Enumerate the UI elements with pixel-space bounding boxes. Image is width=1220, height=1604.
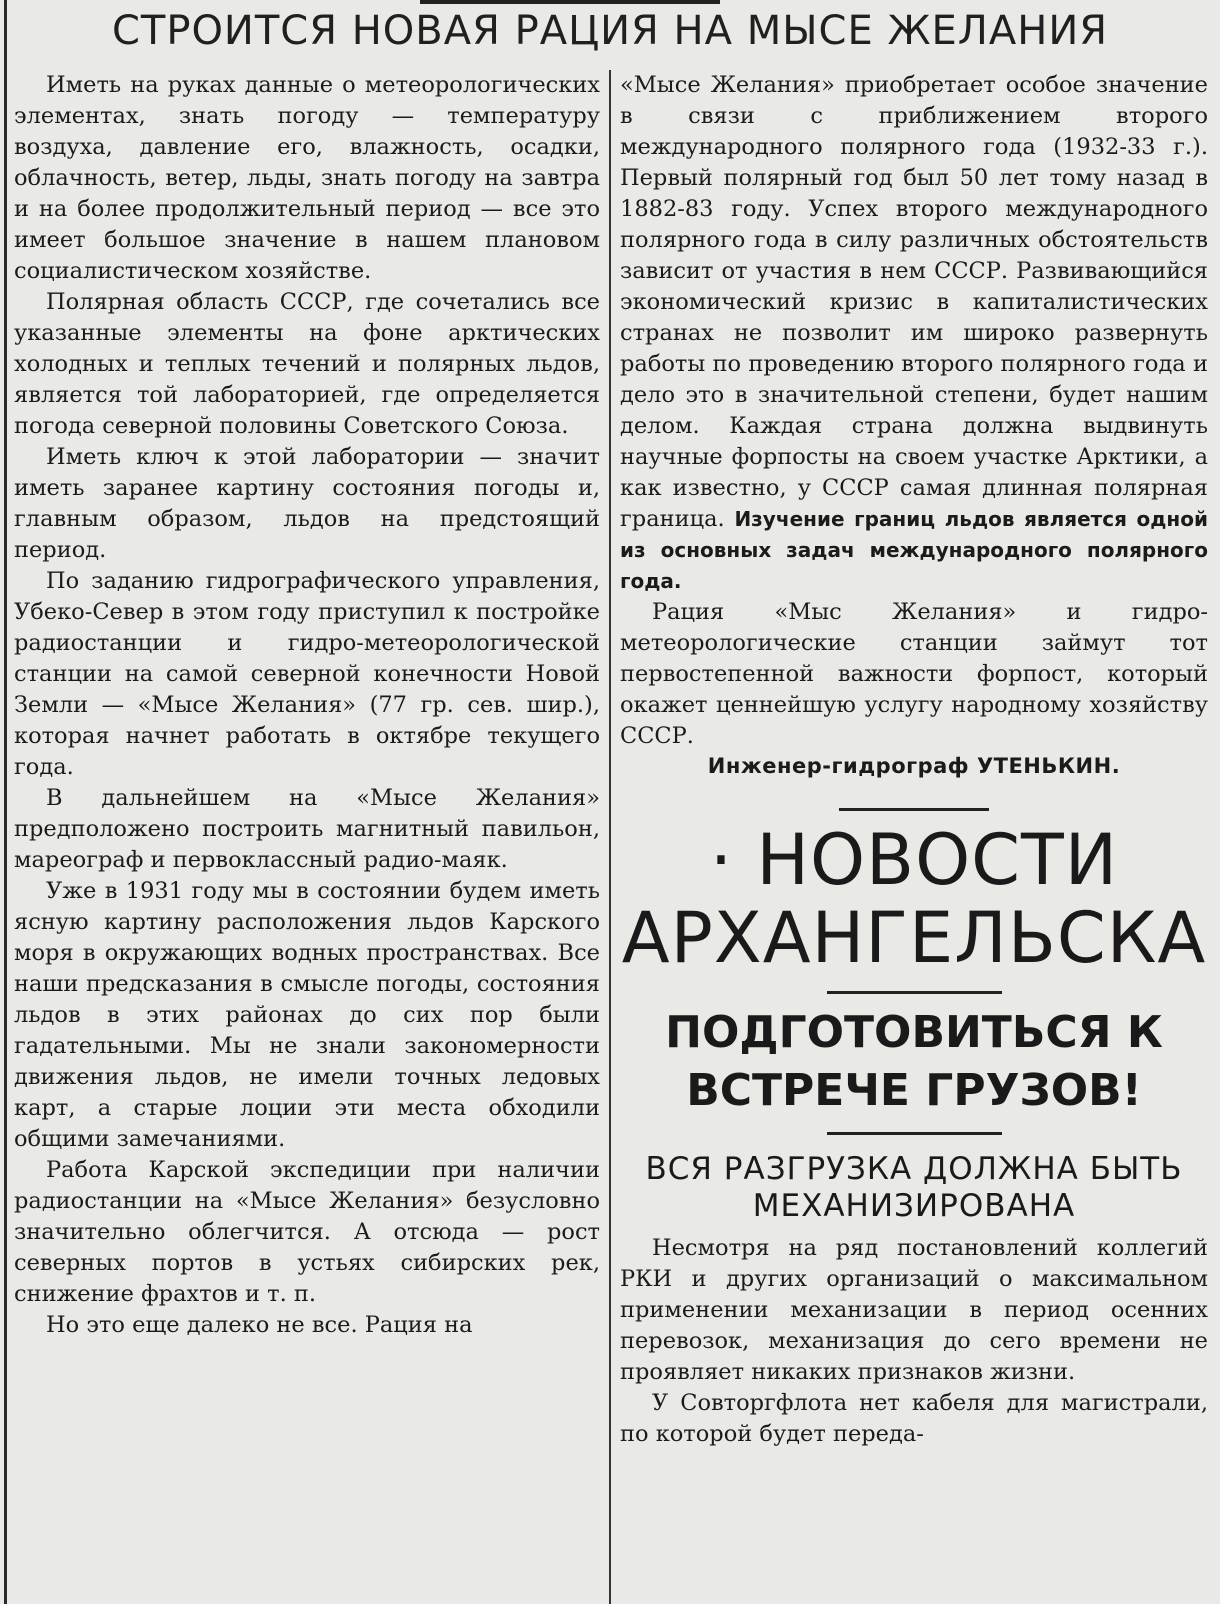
article-paragraph: По заданию гидрографического управления, Убеко-Север в этом году приступил к постройке радиостанции и гидро-метеорологической станции на самой северной конечности Новой Земли — «Мысе Желания» (77 гр. сев. шир.), которая начнет работать в октябре текущего года. xyxy=(14,568,600,780)
section-rule xyxy=(827,991,1002,994)
sub-headline-secondary: ВСЯ РАЗГРУЗКА ДОЛЖНА БЫТЬ МЕХАНИЗИРОВАНА xyxy=(645,1151,1183,1224)
article-paragraph: Иметь на руках данные о метеорологических элементах, знать погоду — температуру воздуха, давление его, влажность, осадки, облачность, ветер, льды, знать погоду на завтра и на более продолжительный период — все это имеет большое значение в нашем плановом социалистическом хозяйстве. xyxy=(14,72,600,284)
section-rule xyxy=(839,808,989,811)
left-column-rule xyxy=(4,0,7,1604)
top-rule xyxy=(420,0,720,4)
sub-headline: ПОДГОТОВИТЬСЯ К ВСТРЕЧЕ ГРУЗОВ! xyxy=(665,1007,1163,1116)
section-rule xyxy=(827,1132,1002,1135)
article-paragraph xyxy=(620,70,1208,597)
article-emphasis: Изучение границ льдов является одной из основных задач международного полярного года. xyxy=(620,507,1208,593)
article-paragraph: Но это еще далеко не все. Рация на xyxy=(46,1312,473,1338)
article-paragraph: Уже в 1931 году мы в состоянии будем иметь ясную картину расположения льдов Карского моря в окружающих водных пространствах. Все наши предсказания в смысле погоды, состояния льдов в этих районах до сих пор были гадательными. Мы не знали закономерности движения льдов, не имели точных ледовых карт, а старые лоции эти места обходили общими замечаниями. xyxy=(14,878,600,1152)
author-signature: Инженер-гидрограф УТЕНЬКИН. xyxy=(707,754,1121,778)
column-divider xyxy=(609,70,611,1604)
article-paragraph: В дальнейшем на «Мысе Желания» предположено построить магнитный павильон, мареограф и первоклассный радио-маяк. xyxy=(14,785,600,873)
article-paragraph: Иметь ключ к этой лаборатории — значит иметь заранее картину состояния погоды и, главным образом, льдов на предстоящий период. xyxy=(14,444,600,563)
article-paragraph: Работа Карской экспедиции при наличии радиостанции на «Мысе Желания» безусловно значительно облегчится. А отсюда — рост северных портов в устьях сибирских рек, снижение фрахтов и т. п. xyxy=(14,1157,600,1307)
right-column xyxy=(620,70,1208,1450)
left-column xyxy=(14,70,600,1341)
article-text: «Мысе Желания» приобретает особое значение в связи с приближением второго международного полярного года (1932-33 г.). Первый полярный год был 50 лет тому назад в 1882-83 году. Успех второго международного полярного года в силу различных обстоятельств зависит от участия в нем СССР. Развивающийся экономический кризис в капиталистических странах не позволит им широко развернуть работы по проведению второго полярного года и дело это в значительной степени, будет нашим делом. Каждая страна должна выдвинуть научные форпосты на своем участке Арктики, а как известно, у СССР самая длинная полярная граница. xyxy=(620,72,1208,532)
article-paragraph: Полярная область СССР, где сочетались все указанные элементы на фоне арктических холодных и теплых течений и полярных льдов, является той лабораторией, где определяется погода северной половины Советского Союза. xyxy=(14,289,600,439)
section-title: · НОВОСТИ АРХАНГЕЛЬСКА xyxy=(621,819,1207,979)
article-paragraph: Несмотря на ряд постановлений коллегий РКИ и других организаций о максимальном применении механизации в период осенних перевозок, механизация до сего времени не проявляет никаких признаков жизни. xyxy=(620,1235,1208,1385)
article-paragraph: Рация «Мыс Желания» и гидро-метеорологические станции займут тот первостепенной важности форпост, который окажет ценнейшую услугу народному хозяйству СССР. xyxy=(620,599,1208,749)
article-headline: СТРОИТСЯ НОВАЯ РАЦИЯ НА МЫСЕ ЖЕЛАНИЯ xyxy=(111,8,1109,54)
article-paragraph: У Совторгфлота нет кабеля для магистрали, по которой будет переда- xyxy=(620,1390,1208,1447)
